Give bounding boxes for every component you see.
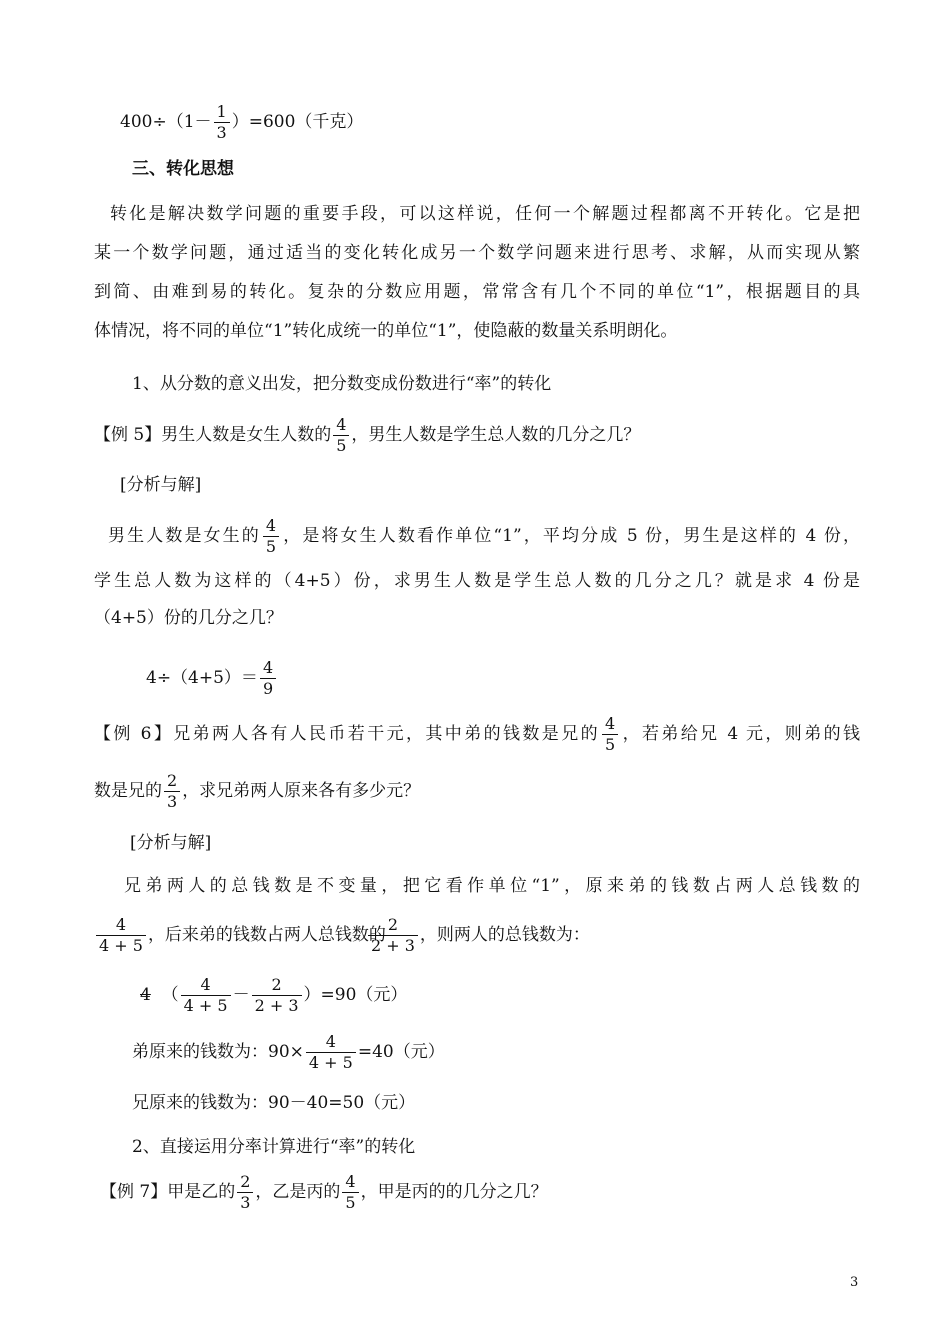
example-6-question-line2: 数是兄的 $\frac{2}{3}$ ，求兄弟两人原来各有多少元？ (94, 771, 421, 811)
analysis-label: [分析与解] (120, 475, 202, 495)
section-title: 三、转化思想 (132, 159, 234, 179)
example-6-question-line1: 【例 6】兄弟两人各有人民币若干元，其中弟的钱数是兄的 $\frac{4}{5}$ ，若弟给兄 4 元，则弟的钱 (94, 714, 861, 754)
fraction: $\frac{1}{3}$ (214, 102, 230, 143)
fraction: $\frac{4}{4 + 5}$ (181, 975, 231, 1016)
example-5-question: 【例 5】男生人数是女生人数的 $\frac{4}{5}$ ，男生人数是学生总人数的几分之几？ (94, 415, 641, 455)
example-6-analysis-line2: $\frac{4}{4 + 5}$ ，后来弟的钱数占两人总钱数的 $\frac{2}{2 + 3}$ ，则两人的总钱数为： (94, 913, 590, 957)
fraction: $\frac{2}{3}$ (237, 1172, 253, 1213)
subsection-1: 1、从分数的意义出发，把分数变成份数进行“率”的转化 (132, 374, 552, 394)
intro-line: 到简、由难到易的转化。复杂的分数应用题，常常含有几个不同的单位“1”，根据题目的具 (94, 282, 860, 302)
example-5-analysis (94, 514, 860, 644)
calc-line-top (120, 102, 363, 142)
fraction: $\frac{2}{3}$ (164, 771, 180, 812)
page-number: 3 (850, 1275, 859, 1290)
analysis-label: [分析与解] (130, 833, 212, 853)
intro-paragraph (94, 201, 860, 357)
analysis-line: 学生总人数为这样的（4+5）份，求男生人数是学生总人数的几分之几？就是求 4 份是 (94, 571, 860, 591)
fraction: $\frac{4}{5}$ (342, 1172, 358, 1213)
fraction: $\frac{4}{5}$ (263, 516, 279, 557)
analysis-line: （4+5）份的几分之几？ (94, 608, 283, 628)
example-7-question: 【例 7】甲是乙的 $\frac{2}{3}$ ，乙是丙的 $\frac{4}{5}$ ，甲是丙的的几分之几？ (100, 1172, 548, 1212)
example-5-calc: 4÷（4+5）＝ $\frac{4}{9}$ (146, 656, 278, 700)
subsection-2: 2、直接运用分率计算进行“率”的转化 (132, 1137, 416, 1157)
fraction: $\frac{4}{4 + 5}$ (96, 915, 146, 956)
fraction: $\frac{4}{5}$ (333, 415, 349, 456)
calc-text: 400÷（1－ (120, 112, 212, 132)
intro-line: 转化是解决数学问题的重要手段，可以这样说，任何一个解题过程都离不开转化。它是把 (110, 204, 860, 224)
example-6-calc-younger: 弟原来的钱数为：90× $\frac{4}{4 + 5}$ =40（元） (132, 1032, 445, 1072)
fraction: $\frac{4}{5}$ (602, 714, 618, 755)
calc-text: ）=600（千克） (231, 112, 364, 132)
example-6-calc-elder: 兄原来的钱数为：90－40=50（元） (132, 1093, 416, 1113)
fraction: $\frac{2}{2 + 3}$ (368, 915, 418, 956)
struck-digit: 4 (140, 985, 151, 1005)
analysis-line: 男生人数是女生的 $\frac{4}{5}$ ，是将女生人数看作单位“1”，平均分成 5 份，男生是这样的 4 份， (108, 516, 860, 556)
fraction: $\frac{4}{9}$ (260, 658, 276, 699)
intro-line: 某一个数学问题，通过适当的变化转化成另一个数学问题来进行思考、求解，从而实现从繁 (94, 243, 860, 263)
fraction: $\frac{4}{4 + 5}$ (306, 1032, 356, 1073)
fraction: $\frac{2}{2 + 3}$ (252, 975, 302, 1016)
intro-line: 体情况，将不同的单位“1”转化成统一的单位“1”，使隐蔽的数量关系明朗化。 (94, 321, 678, 341)
example-6-calc-total: 4 （ $\frac{4}{4 + 5}$ － $\frac{2}{2 + 3}$ ）=90（元） (140, 975, 408, 1015)
example-6-analysis-line1: 兄弟两人的总钱数是不变量，把它看作单位“1”，原来弟的钱数占两人总钱数的 (124, 876, 860, 896)
